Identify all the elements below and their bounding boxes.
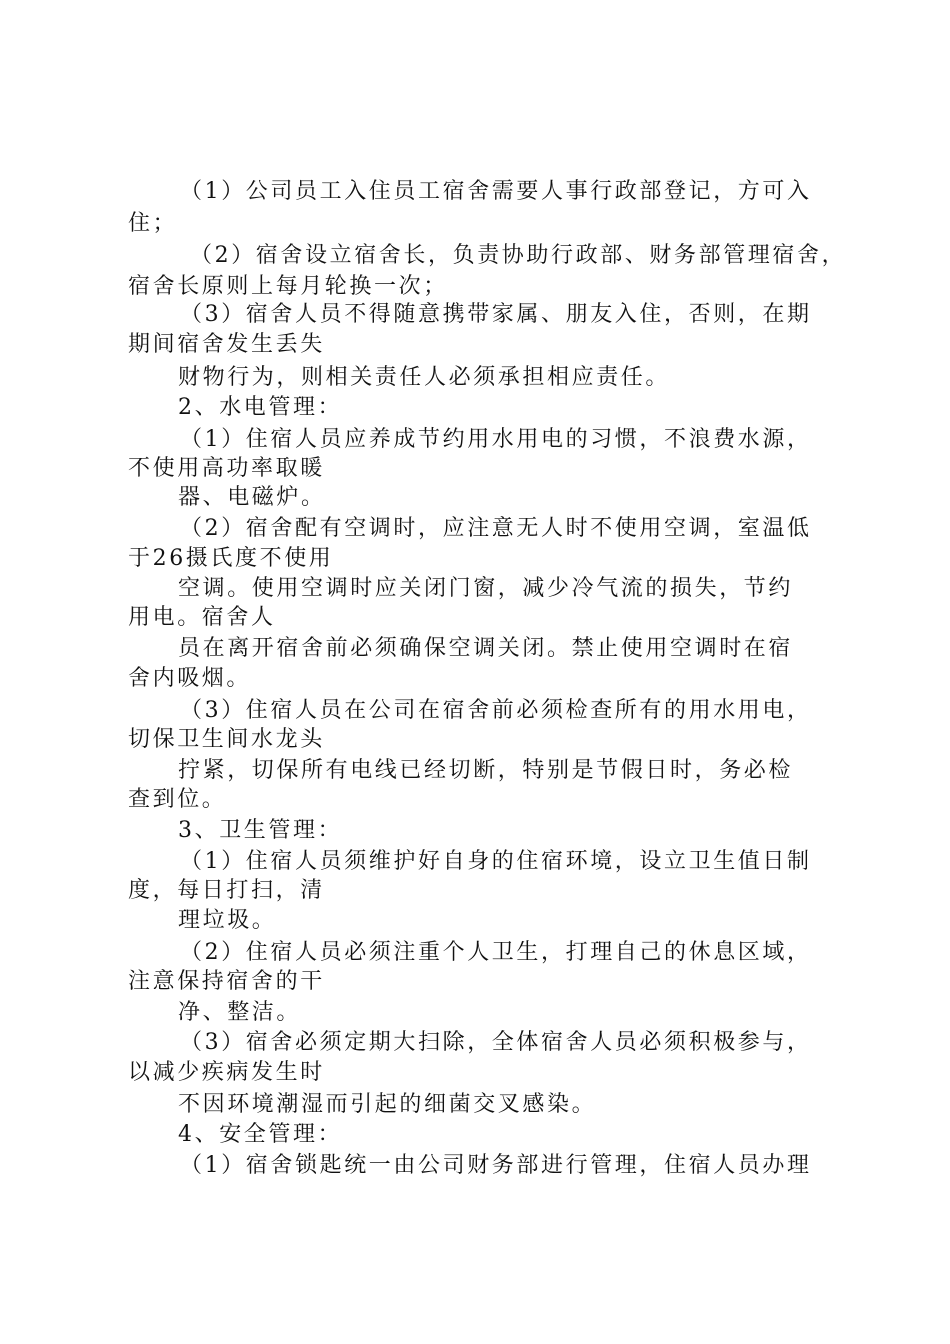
text-line: 财物行为，则相关责任人必须承担相应责任。 (178, 365, 671, 390)
text-line: （1）住宿人员应养成节约用水用电的习惯，不浪费水源， (180, 427, 812, 452)
text-line: 空调。使用空调时应关闭门窗，减少冷气流的损失，节约 (178, 576, 794, 601)
text-line: （2）宿舍设立宿舍长，负责协助行政部、财务部管理宿舍， (190, 243, 847, 268)
text-line: 注意保持宿舍的干 (128, 969, 325, 994)
text-line: 查到位。 (128, 787, 227, 812)
section-heading: 3、卫生管理： (178, 818, 343, 843)
text-line: （1）住宿人员须维护好自身的住宿环境，设立卫生值日制 (180, 849, 812, 874)
section-heading: 4、安全管理： (178, 1122, 343, 1147)
text-line: 拧紧，切保所有电线已经切断，特别是节假日时，务必检 (178, 758, 794, 783)
text-line: 器、电磁炉。 (178, 485, 326, 510)
text-line: 不使用高功率取暖 (128, 456, 325, 481)
text-line: 度，每日打扫，清 (128, 878, 325, 903)
section-heading: 2、水电管理： (178, 395, 343, 420)
text-line: （3）宿舍人员不得随意携带家属、朋友入住，否则，在期 (180, 302, 812, 327)
text-line: （2）住宿人员必须注重个人卫生，打理自己的休息区域， (180, 940, 812, 965)
text-line: 不因环境潮湿而引起的细菌交叉感染。 (178, 1092, 597, 1117)
text-line: 用电。宿舍人 (128, 605, 276, 630)
text-line: 住； (128, 211, 178, 236)
text-line: （2）宿舍配有空调时，应注意无人时不使用空调，室温低 (180, 516, 812, 541)
text-line: 舍内吸烟。 (128, 666, 252, 691)
text-line: 期间宿舍发生丢失 (128, 332, 325, 357)
text-line: 员在离开宿舍前必须确保空调关闭。禁止使用空调时在宿 (178, 636, 794, 661)
text-line: （3）宿舍必须定期大扫除，全体宿舍人员必须积极参与， (180, 1030, 812, 1055)
text-line: （3）住宿人员在公司在宿舍前必须检查所有的用水用电， (180, 698, 812, 723)
text-line: 于26摄氏度不使用 (128, 546, 334, 571)
text-line: （1）宿舍锁匙统一由公司财务部进行管理，住宿人员办理 (180, 1153, 812, 1178)
text-line: 切保卫生间水龙头 (128, 727, 325, 752)
text-line: 理垃圾。 (178, 908, 277, 933)
text-line: 以减少疾病发生时 (128, 1060, 325, 1085)
text-line: 净、整洁。 (178, 1000, 302, 1025)
text-line: 宿舍长原则上每月轮换一次； (128, 274, 448, 299)
text-line: （1）公司员工入住员工宿舍需要人事行政部登记，方可入 (180, 179, 812, 204)
